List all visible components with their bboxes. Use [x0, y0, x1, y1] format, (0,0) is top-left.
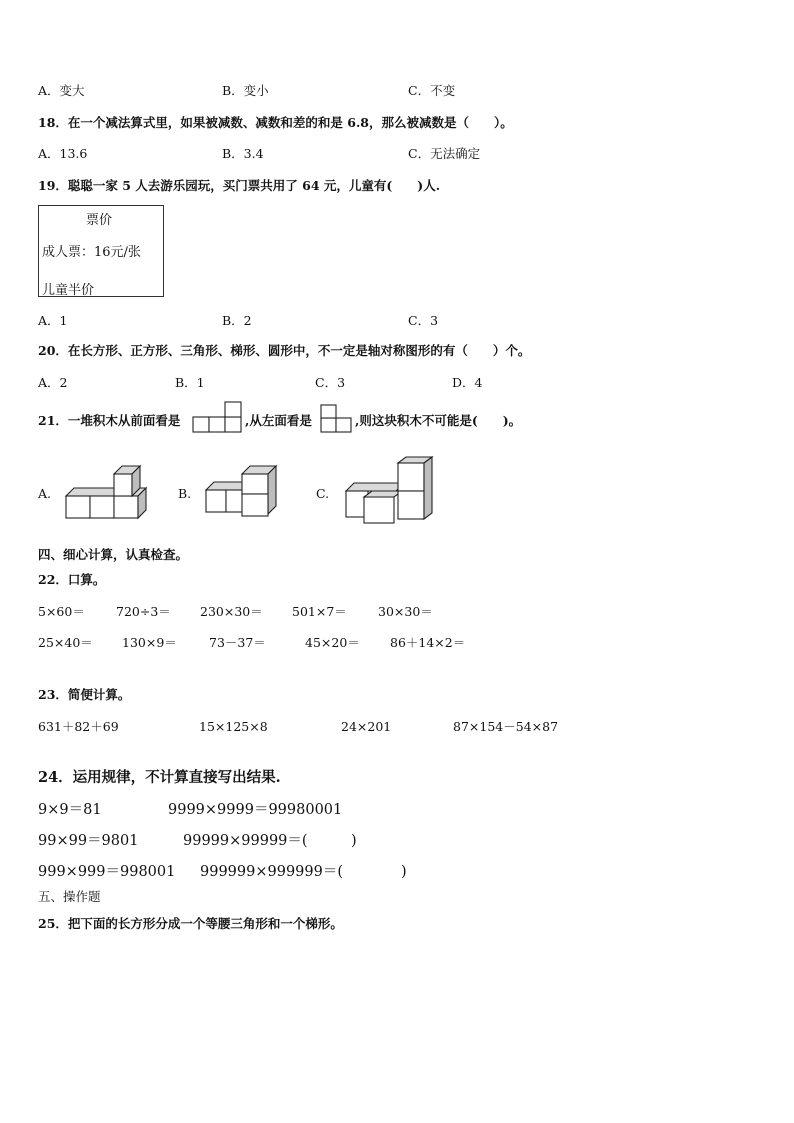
- oral-calc-item: 25×40＝: [38, 635, 93, 650]
- pattern-line: 9×9＝81: [38, 802, 102, 818]
- question-21-stem-part2: ,从左面看是: [245, 413, 312, 428]
- oral-calc-item: 30×30＝: [378, 604, 433, 619]
- option-a-blocks-figure: [62, 462, 142, 522]
- question-21-stem-part1: 21．一堆积木从前面看是: [38, 413, 181, 428]
- front-view-figure: [192, 400, 244, 434]
- option-c: C．无法确定: [408, 146, 481, 161]
- simplify-item: 87×154－54×87: [453, 719, 559, 734]
- section-5-title: 五、操作题: [38, 889, 101, 904]
- oral-calc-item: 720÷3＝: [116, 604, 171, 619]
- question-18-stem: 18．在一个减法算式里，如果被减数、减数和差的和是 6.8，那么被减数是（ ）。: [38, 115, 513, 130]
- pattern-line: 9999×9999＝99980001: [168, 802, 343, 818]
- adult-price: 成人票：16元/张: [42, 245, 141, 260]
- oral-calc-item: 501×7＝: [292, 604, 347, 619]
- option-a-label: A.: [38, 486, 52, 501]
- option-a: A．2: [38, 375, 68, 390]
- left-view-figure: [320, 404, 356, 436]
- question-25-stem: 25．把下面的长方形分成一个等腰三角形和一个梯形。: [38, 916, 343, 931]
- option-b: B．3.4: [222, 146, 264, 161]
- option-a: A．13.6: [38, 146, 88, 161]
- child-price: 儿童半价: [42, 283, 95, 298]
- option-b-label: B.: [178, 486, 192, 501]
- option-c-label: C.: [316, 486, 330, 501]
- question-19-stem: 19．聪聪一家 5 人去游乐园玩，买门票共用了 64 元，儿童有( )人.: [38, 178, 441, 193]
- oral-calc-item: 73－37＝: [209, 635, 266, 650]
- option-a: A．1: [38, 313, 68, 328]
- option-d: D．4: [452, 375, 483, 390]
- pattern-line: 999×999＝998001: [38, 864, 176, 880]
- pattern-line: 99999×99999＝( ): [183, 833, 357, 849]
- oral-calc-item: 5×60＝: [38, 604, 85, 619]
- simplify-item: 24×201: [341, 719, 392, 734]
- pattern-line: 99×99＝9801: [38, 833, 139, 849]
- question-22-title: 22．口算。: [38, 572, 106, 587]
- oral-calc-item: 230×30＝: [200, 604, 263, 619]
- question-24-title: 24．运用规律，不计算直接写出结果.: [38, 769, 281, 786]
- question-21-stem-part3: ,则这块积木不可能是( )。: [355, 413, 522, 428]
- price-table-title: 票价: [86, 213, 113, 228]
- option-c: C．不变: [408, 83, 456, 98]
- price-table: [38, 205, 164, 297]
- simplify-item: 631＋82＋69: [38, 719, 119, 734]
- option-b: B．变小: [222, 83, 269, 98]
- option-a: A．变大: [38, 83, 85, 98]
- option-b: B．1: [175, 375, 205, 390]
- option-b: B．2: [222, 313, 252, 328]
- option-b-blocks-figure: [202, 460, 282, 522]
- question-23-title: 23．简便计算。: [38, 687, 131, 702]
- option-c: C．3: [408, 313, 439, 328]
- simplify-item: 15×125×8: [199, 719, 268, 734]
- oral-calc-item: 45×20＝: [305, 635, 360, 650]
- option-c-blocks-figure: [342, 455, 434, 525]
- option-c: C．3: [315, 375, 346, 390]
- oral-calc-item: 86＋14×2＝: [390, 635, 466, 650]
- question-20-stem: 20．在长方形、正方形、三角形、梯形、圆形中，不一定是轴对称图形的有（ ）个。: [38, 343, 531, 358]
- section-4-title: 四、细心计算，认真检查。: [38, 547, 189, 562]
- oral-calc-item: 130×9＝: [122, 635, 177, 650]
- pattern-line: 999999×999999＝( ): [200, 864, 407, 880]
